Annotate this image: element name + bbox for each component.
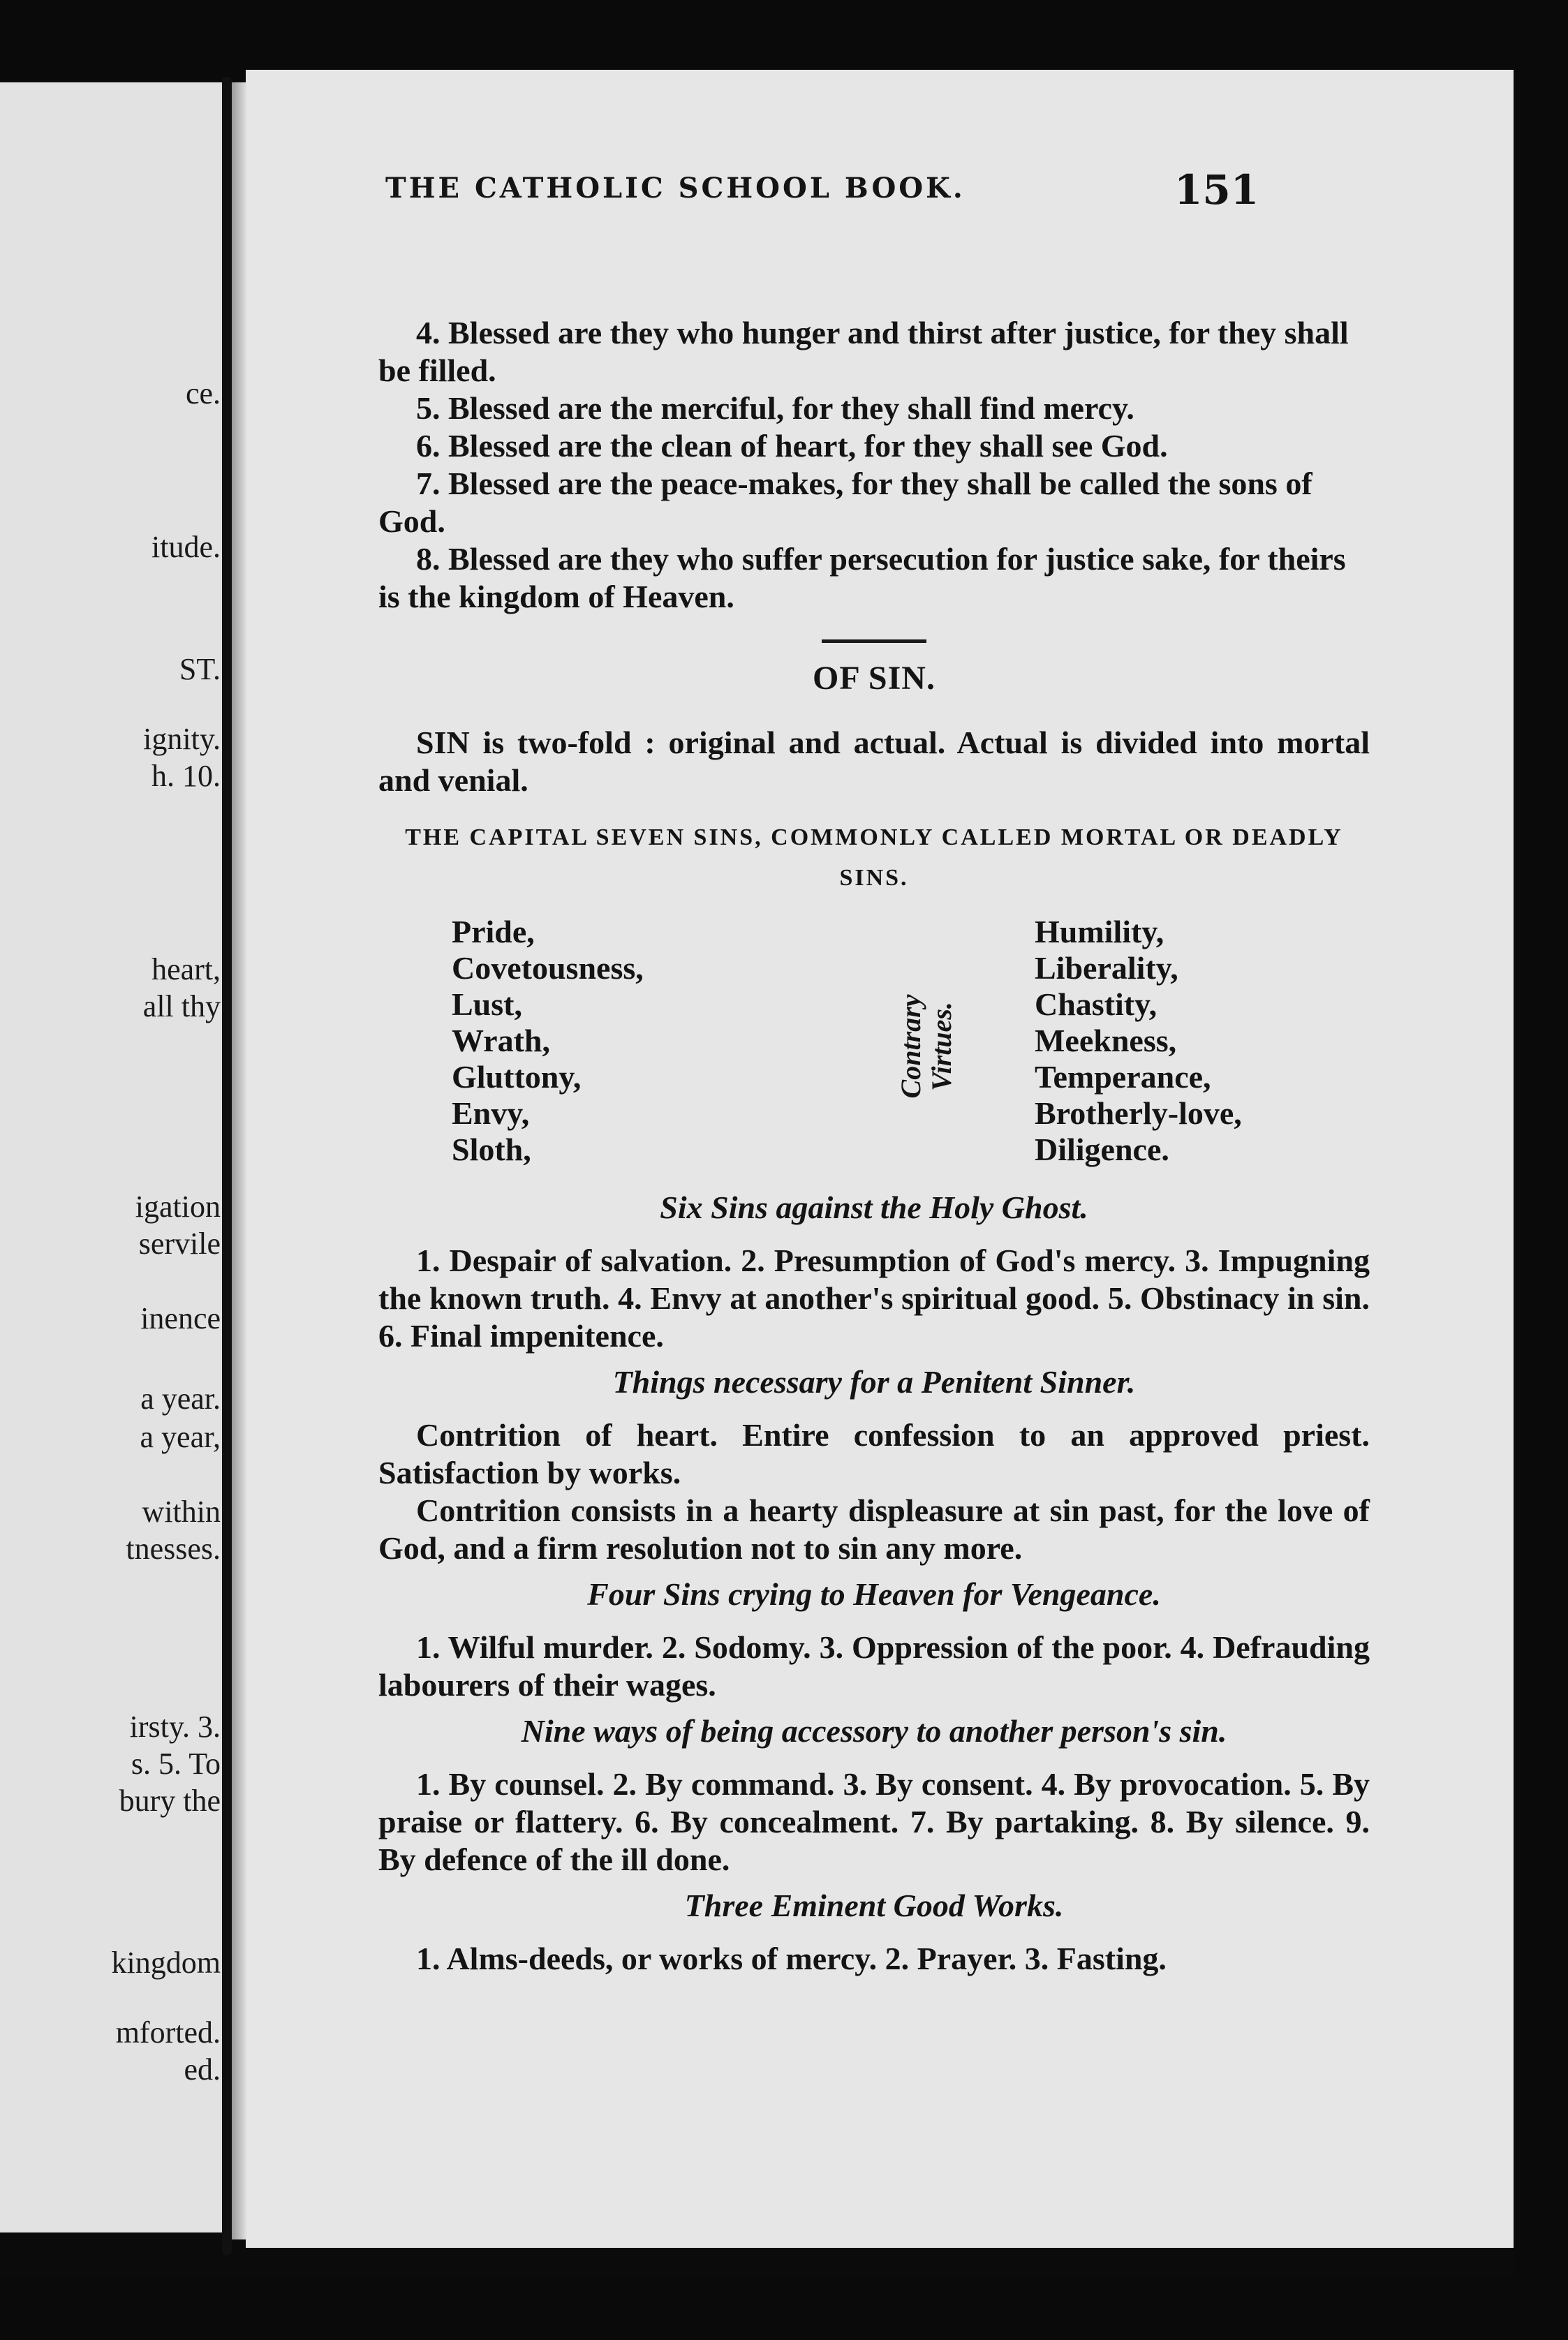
fragment-line: s. 5. To (131, 1747, 221, 1781)
fragment-line: igation (135, 1190, 221, 1224)
fragment-line: mforted. (115, 2015, 221, 2050)
capital-sins-heading: THE CAPITAL SEVEN SINS, COMMONLY CALLED MORTAL OR DEADLY SINS. (405, 824, 1343, 891)
fragment-line: a year, (140, 1420, 221, 1454)
fragment-line: bury the (119, 1784, 221, 1818)
scan-border-right (1514, 0, 1568, 2340)
fragment-line: h. 10. (151, 759, 221, 793)
sin-item: Covetousness, (452, 950, 644, 986)
fragment-line: within (142, 1495, 221, 1529)
sin-item: Gluttony, (452, 1059, 582, 1095)
beatitude-item: 4. Blessed are they who hunger and thirst after justice, for they shall be filled. (378, 315, 1349, 388)
virtue-item: Temperance, (1035, 1059, 1211, 1095)
virtue-item: Meekness, (1035, 1023, 1177, 1058)
sin-item: Wrath, (452, 1023, 550, 1058)
penitent-text-1: Contrition of heart. Entire confession to an approved priest. Satisfaction by works. (378, 1417, 1370, 1490)
fragment-line: ce. (185, 376, 221, 410)
vengeance-heading: Four Sins crying to Heaven for Vengeance. (587, 1576, 1161, 1612)
fragment-line: ST. (179, 652, 221, 686)
fragment-line: all thy (142, 989, 221, 1023)
good-works-heading: Three Eminent Good Works. (684, 1888, 1064, 1923)
virtue-item: Diligence. (1035, 1132, 1169, 1167)
holy-ghost-text: 1. Despair of salvation. 2. Presumption of God's mercy. 3. Impugning the known truth. 4. Envy at another's spiritual good. 5. Obstinacy in sin. 6. Final impenitence. (378, 1243, 1370, 1354)
penitent-text-2: Contrition consists in a hearty displeasure at sin past, for the love of God, and a firm resolution not to sin any more. (378, 1493, 1370, 1566)
vengeance-text: 1. Wilful murder. 2. Sodomy. 3. Oppression of the poor. 4. Defrauding labourers of their wages. (378, 1629, 1370, 1703)
good-works-text: 1. Alms-deeds, or works of mercy. 2. Prayer. 3. Fasting. (416, 1941, 1167, 1976)
contrary-virtues-label (896, 995, 957, 1099)
contrary-label: Contrary (895, 994, 926, 1099)
section-divider (822, 639, 926, 643)
virtue-item: Humility, (1035, 914, 1164, 949)
running-title: THE CATHOLIC SCHOOL BOOK. (385, 172, 966, 205)
previous-page-fragment (0, 82, 230, 2232)
fragment-line: tnesses. (126, 1532, 221, 1566)
beatitude-item: 8. Blessed are they who suffer persecution for justice sake, for theirs is the kingdom of Heaven. (378, 541, 1346, 614)
fragment-line: servile (138, 1227, 221, 1261)
running-head (246, 166, 1259, 214)
beatitudes-list (378, 314, 1370, 616)
accessory-text: 1. By counsel. 2. By command. 3. By consent. 4. By provocation. 5. By praise or flattery. 6. By concealment. 7. By partaking. 8. By silence. 9. By defence of the ill done. (378, 1766, 1370, 1877)
holy-ghost-heading: Six Sins against the Holy Ghost. (660, 1190, 1088, 1225)
of-sin-heading: OF SIN. (813, 660, 935, 697)
fragment-line: kingdom (111, 1946, 221, 1980)
fragment-line: a year. (140, 1382, 221, 1416)
fragment-line: heart, (151, 952, 221, 986)
fragment-line: itude. (151, 530, 221, 564)
book-gutter (222, 77, 232, 2255)
virtues-label: Virtues. (926, 1002, 957, 1091)
beatitude-item: 5. Blessed are the merciful, for they shall find mercy. (416, 390, 1134, 426)
capital-sins-list (452, 914, 644, 1168)
sin-item: Lust, (452, 986, 522, 1022)
of-sin-intro: SIN is two-fold : original and actual. Actual is divided into mortal and venial. (378, 725, 1370, 798)
virtues-list (1035, 914, 1242, 1168)
sins-virtues-table (378, 914, 1370, 1179)
virtue-item: Brotherly-love, (1035, 1095, 1242, 1131)
page-number: 151 (1174, 166, 1259, 214)
beatitude-item: 6. Blessed are the clean of heart, for they shall see God. (416, 428, 1168, 464)
scan-border-bottom (0, 2276, 1568, 2340)
fragment-line: ed. (184, 2052, 221, 2087)
fragment-line: ignity. (143, 722, 221, 756)
fragment-line: inence (140, 1301, 221, 1335)
gutter-shadow (232, 82, 247, 2239)
sin-item: Envy, (452, 1095, 530, 1131)
accessory-heading: Nine ways of being accessory to another person's sin. (521, 1713, 1227, 1749)
fragment-line: irsty. 3. (129, 1710, 221, 1744)
virtue-item: Chastity, (1035, 986, 1157, 1022)
sin-item: Pride, (452, 914, 535, 949)
beatitude-item: 7. Blessed are the peace-makes, for they shall be called the sons of God. (378, 466, 1312, 539)
page-content (378, 314, 1370, 1978)
virtue-item: Liberality, (1035, 950, 1178, 986)
sin-item: Sloth, (452, 1132, 531, 1167)
penitent-heading: Things necessary for a Penitent Sinner. (612, 1364, 1136, 1400)
